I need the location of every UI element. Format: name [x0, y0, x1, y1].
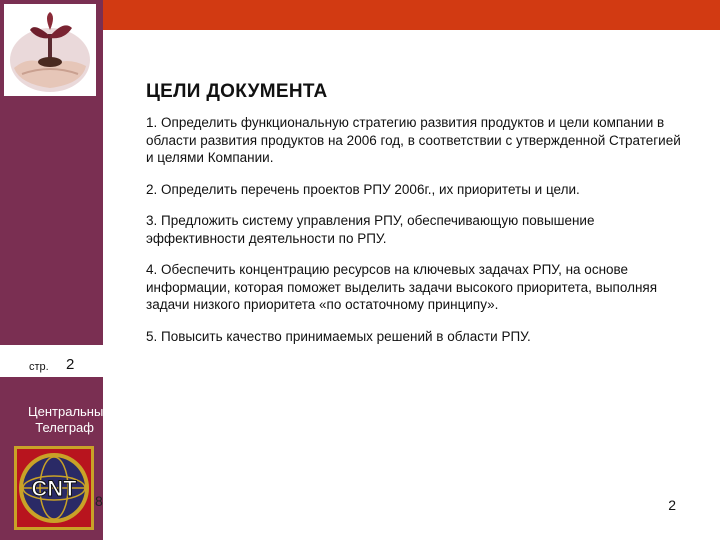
page-label: стр. [29, 361, 49, 373]
organization-name: Центральный Телеграф [28, 404, 111, 435]
goal-item: 5. Повысить качество принимаемых решений в области РПУ. [146, 328, 531, 344]
hands-plant-image [4, 4, 96, 96]
goal-item: 2. Определить перечень проектов РПУ 2006г., их приоритеты и цели. [146, 181, 580, 197]
goals-list [146, 114, 686, 359]
cnt-logo [14, 446, 94, 530]
page-indicator-box [0, 345, 103, 377]
cnt-logo-text: CNT [31, 476, 77, 501]
goal-item: 1. Определить функциональную стратегию развития продуктов и цели компании в области развития продуктов на 2006 год, в соответствии с утвержденной Стратегией и целями Компании. [146, 115, 681, 165]
date-fragment: 8 [95, 493, 103, 509]
slide-title: ЦЕЛИ ДОКУМЕНТА [146, 81, 328, 102]
sidebar-page-number: 2 [66, 356, 75, 373]
page-number: 2 [668, 497, 676, 513]
goal-item: 3. Предложить систему управления РПУ, обеспечивающую повышение эффективности деятельности по РПУ. [146, 213, 595, 246]
header-bar [103, 0, 720, 30]
goal-item: 4. Обеспечить концентрацию ресурсов на ключевых задачах РПУ, на основе информации, которая поможет выделить задачи высокого приоритета, выполняя задачи низкого приоритета «по остаточному принципу». [146, 262, 658, 312]
